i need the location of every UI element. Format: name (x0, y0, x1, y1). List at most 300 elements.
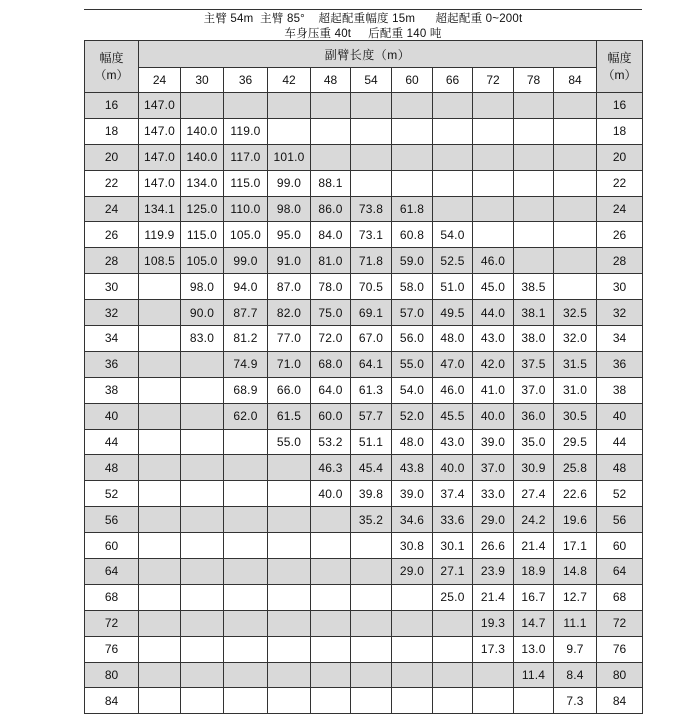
load-value-cell: 52.0 (392, 403, 433, 429)
table-row (85, 636, 643, 662)
load-value-cell: 78.0 (311, 274, 351, 300)
radius-cell-left: 16 (85, 93, 139, 119)
radius-header-right-line2: （m） (602, 67, 637, 82)
load-value-cell: 45.5 (433, 403, 473, 429)
radius-cell-right: 48 (597, 455, 643, 481)
load-value-cell (224, 688, 268, 714)
load-value-cell (268, 118, 311, 144)
radius-cell-left: 36 (85, 351, 139, 377)
load-value-cell: 125.0 (181, 196, 224, 222)
load-value-cell (181, 455, 224, 481)
radius-cell-right: 36 (597, 351, 643, 377)
radius-header-right (597, 41, 643, 93)
load-value-cell: 54.0 (392, 377, 433, 403)
radius-cell-right: 44 (597, 429, 643, 455)
load-value-cell (351, 662, 392, 688)
load-value-cell (139, 300, 181, 326)
table-row (85, 144, 643, 170)
load-value-cell (311, 610, 351, 636)
load-value-cell (224, 584, 268, 610)
load-value-cell: 68.0 (311, 351, 351, 377)
load-value-cell: 59.0 (392, 248, 433, 274)
radius-cell-right: 22 (597, 170, 643, 196)
load-value-cell (392, 118, 433, 144)
load-value-cell: 71.8 (351, 248, 392, 274)
load-value-cell: 11.1 (554, 610, 597, 636)
load-value-cell: 68.9 (224, 377, 268, 403)
load-value-cell: 40.0 (473, 403, 514, 429)
load-value-cell: 19.3 (473, 610, 514, 636)
load-value-cell: 98.0 (181, 274, 224, 300)
radius-cell-right: 76 (597, 636, 643, 662)
load-value-cell (554, 118, 597, 144)
load-value-cell: 101.0 (268, 144, 311, 170)
jib-length-cell: 72 (473, 68, 514, 93)
radius-cell-right: 34 (597, 326, 643, 352)
load-value-cell (139, 481, 181, 507)
load-value-cell: 51.1 (351, 429, 392, 455)
radius-cell-right: 16 (597, 93, 643, 119)
radius-cell-right: 68 (597, 584, 643, 610)
load-value-cell: 37.0 (473, 455, 514, 481)
load-value-cell (139, 455, 181, 481)
radius-cell-left: 22 (85, 170, 139, 196)
jib-length-cell: 48 (311, 68, 351, 93)
load-value-cell: 81.0 (311, 248, 351, 274)
load-value-cell (392, 662, 433, 688)
load-value-cell (181, 533, 224, 559)
load-value-cell (311, 144, 351, 170)
load-value-cell (224, 481, 268, 507)
radius-cell-left: 26 (85, 222, 139, 248)
load-value-cell (311, 688, 351, 714)
radius-cell-right: 32 (597, 300, 643, 326)
load-value-cell (224, 455, 268, 481)
load-value-cell: 134.0 (181, 170, 224, 196)
jib-length-cell: 60 (392, 68, 433, 93)
load-value-cell (224, 662, 268, 688)
load-value-cell: 19.6 (554, 507, 597, 533)
table-row (85, 351, 643, 377)
radius-cell-left: 20 (85, 144, 139, 170)
load-value-cell: 29.0 (473, 507, 514, 533)
jib-length-cell: 30 (181, 68, 224, 93)
load-value-cell: 61.8 (392, 196, 433, 222)
radius-cell-left: 44 (85, 429, 139, 455)
load-value-cell: 62.0 (224, 403, 268, 429)
jib-length-header: 副臂长度（m） (139, 41, 597, 68)
radius-cell-right: 72 (597, 610, 643, 636)
load-value-cell: 73.1 (351, 222, 392, 248)
load-value-cell (139, 351, 181, 377)
table-row (85, 248, 643, 274)
load-value-cell (433, 610, 473, 636)
load-value-cell: 32.5 (554, 300, 597, 326)
load-value-cell: 43.0 (433, 429, 473, 455)
load-value-cell: 57.7 (351, 403, 392, 429)
load-value-cell: 117.0 (224, 144, 268, 170)
load-value-cell: 99.0 (224, 248, 268, 274)
load-value-cell: 43.0 (473, 326, 514, 352)
radius-cell-left: 24 (85, 196, 139, 222)
load-value-cell (514, 118, 554, 144)
table-row (85, 377, 643, 403)
table-row (85, 118, 643, 144)
radius-cell-right: 30 (597, 274, 643, 300)
load-value-cell: 87.7 (224, 300, 268, 326)
load-value-cell: 98.0 (268, 196, 311, 222)
load-value-cell (181, 481, 224, 507)
load-value-cell (268, 481, 311, 507)
load-value-cell (311, 636, 351, 662)
load-value-cell (351, 636, 392, 662)
radius-header-left (85, 41, 139, 93)
load-value-cell: 72.0 (311, 326, 351, 352)
load-value-cell (433, 662, 473, 688)
table-row (85, 533, 643, 559)
load-value-cell (268, 688, 311, 714)
table-row (85, 455, 643, 481)
table-row (85, 170, 643, 196)
load-value-cell (268, 610, 311, 636)
load-value-cell (473, 662, 514, 688)
load-value-cell: 27.4 (514, 481, 554, 507)
load-value-cell: 58.0 (392, 274, 433, 300)
load-value-cell (473, 118, 514, 144)
load-value-cell: 31.5 (554, 351, 597, 377)
radius-cell-left: 68 (85, 584, 139, 610)
jib-length-row (85, 68, 643, 93)
load-value-cell (351, 144, 392, 170)
load-value-cell: 46.0 (433, 377, 473, 403)
jib-length-cell: 84 (554, 68, 597, 93)
radius-header-left-line2: （m） (94, 67, 129, 82)
load-value-cell: 119.0 (224, 118, 268, 144)
load-value-cell (311, 559, 351, 585)
radius-cell-right: 64 (597, 559, 643, 585)
load-value-cell (554, 196, 597, 222)
load-value-cell (473, 93, 514, 119)
load-value-cell (139, 377, 181, 403)
load-value-cell: 108.5 (139, 248, 181, 274)
load-value-cell (392, 584, 433, 610)
load-value-cell: 39.8 (351, 481, 392, 507)
load-value-cell: 18.9 (514, 559, 554, 585)
radius-cell-right: 52 (597, 481, 643, 507)
radius-cell-right: 38 (597, 377, 643, 403)
load-value-cell (139, 533, 181, 559)
load-value-cell (473, 688, 514, 714)
load-value-cell (514, 688, 554, 714)
load-value-cell: 42.0 (473, 351, 514, 377)
load-value-cell (311, 507, 351, 533)
load-value-cell (433, 688, 473, 714)
load-value-cell: 21.4 (473, 584, 514, 610)
load-value-cell: 90.0 (181, 300, 224, 326)
caption-line-2: 车身压重 40t 后配重 140 吨 (284, 28, 442, 40)
load-value-cell (514, 144, 554, 170)
load-value-cell: 37.0 (514, 377, 554, 403)
load-value-cell: 46.3 (311, 455, 351, 481)
load-value-cell (433, 93, 473, 119)
load-value-cell: 82.0 (268, 300, 311, 326)
load-value-cell: 147.0 (139, 118, 181, 144)
load-value-cell: 73.8 (351, 196, 392, 222)
load-value-cell: 91.0 (268, 248, 311, 274)
load-value-cell: 14.8 (554, 559, 597, 585)
caption-line-1: 主臂 54m 主臂 85° 超起配重幅度 15m 超起配重 0~200t (203, 13, 523, 25)
load-value-cell: 69.1 (351, 300, 392, 326)
load-value-cell (181, 636, 224, 662)
jib-length-cell: 24 (139, 68, 181, 93)
radius-cell-right: 28 (597, 248, 643, 274)
radius-cell-left: 64 (85, 559, 139, 585)
load-value-cell: 105.0 (224, 222, 268, 248)
table-row (85, 222, 643, 248)
load-value-cell: 84.0 (311, 222, 351, 248)
load-value-cell: 11.4 (514, 662, 554, 688)
load-value-cell: 81.2 (224, 326, 268, 352)
table-row (85, 507, 643, 533)
load-value-cell (351, 170, 392, 196)
load-value-cell (311, 662, 351, 688)
radius-cell-right: 26 (597, 222, 643, 248)
load-value-cell (268, 636, 311, 662)
load-value-cell: 34.6 (392, 507, 433, 533)
load-value-cell: 17.1 (554, 533, 597, 559)
load-value-cell: 24.2 (514, 507, 554, 533)
load-value-cell: 36.0 (514, 403, 554, 429)
load-value-cell (392, 144, 433, 170)
load-value-cell (139, 610, 181, 636)
load-value-cell (392, 93, 433, 119)
load-value-cell: 31.0 (554, 377, 597, 403)
load-value-cell (351, 118, 392, 144)
load-value-cell: 25.0 (433, 584, 473, 610)
load-value-cell: 48.0 (392, 429, 433, 455)
load-value-cell: 74.9 (224, 351, 268, 377)
load-value-cell (181, 403, 224, 429)
load-value-cell: 64.0 (311, 377, 351, 403)
load-value-cell: 77.0 (268, 326, 311, 352)
radius-cell-left: 40 (85, 403, 139, 429)
load-value-cell (224, 93, 268, 119)
load-value-cell: 22.6 (554, 481, 597, 507)
load-value-cell: 16.7 (514, 584, 554, 610)
load-value-cell: 51.0 (433, 274, 473, 300)
load-value-cell: 115.0 (224, 170, 268, 196)
table-row (85, 93, 643, 119)
load-value-cell: 35.2 (351, 507, 392, 533)
load-value-cell: 147.0 (139, 93, 181, 119)
caption-block (84, 9, 642, 40)
table-row (85, 326, 643, 352)
load-value-cell: 147.0 (139, 144, 181, 170)
load-value-cell: 38.5 (514, 274, 554, 300)
load-value-cell (433, 118, 473, 144)
load-value-cell: 88.1 (311, 170, 351, 196)
load-value-cell: 12.7 (554, 584, 597, 610)
load-value-cell (514, 93, 554, 119)
load-value-cell: 45.4 (351, 455, 392, 481)
load-value-cell (351, 93, 392, 119)
radius-header-left-line1: 幅度 (99, 50, 124, 65)
load-value-cell (139, 662, 181, 688)
radius-cell-right: 18 (597, 118, 643, 144)
load-value-cell (139, 559, 181, 585)
radius-cell-left: 76 (85, 636, 139, 662)
load-value-cell: 8.4 (554, 662, 597, 688)
load-value-cell: 119.9 (139, 222, 181, 248)
radius-cell-right: 56 (597, 507, 643, 533)
load-value-cell: 140.0 (181, 144, 224, 170)
load-value-cell: 29.5 (554, 429, 597, 455)
load-value-cell: 47.0 (433, 351, 473, 377)
load-value-cell (139, 429, 181, 455)
load-value-cell: 56.0 (392, 326, 433, 352)
table-row (85, 662, 643, 688)
load-value-cell (181, 610, 224, 636)
load-value-cell: 43.8 (392, 455, 433, 481)
load-value-cell: 140.0 (181, 118, 224, 144)
load-value-cell (554, 144, 597, 170)
load-value-cell (351, 688, 392, 714)
jib-length-cell: 78 (514, 68, 554, 93)
load-value-cell: 95.0 (268, 222, 311, 248)
load-value-cell (181, 93, 224, 119)
radius-cell-right: 40 (597, 403, 643, 429)
load-value-cell (181, 507, 224, 533)
load-value-cell (392, 170, 433, 196)
radius-cell-left: 60 (85, 533, 139, 559)
load-value-cell: 115.0 (181, 222, 224, 248)
radius-cell-right: 24 (597, 196, 643, 222)
radius-cell-right: 84 (597, 688, 643, 714)
load-value-cell (181, 662, 224, 688)
load-value-cell: 23.9 (473, 559, 514, 585)
radius-cell-left: 84 (85, 688, 139, 714)
load-value-cell: 147.0 (139, 170, 181, 196)
load-value-cell (433, 636, 473, 662)
load-value-cell (139, 688, 181, 714)
load-value-cell: 38.0 (514, 326, 554, 352)
load-value-cell (311, 93, 351, 119)
load-value-cell: 41.0 (473, 377, 514, 403)
load-value-cell (351, 584, 392, 610)
load-value-cell: 99.0 (268, 170, 311, 196)
load-table (84, 40, 643, 714)
load-value-cell (473, 196, 514, 222)
load-value-cell: 70.5 (351, 274, 392, 300)
load-value-cell: 49.5 (433, 300, 473, 326)
load-value-cell: 29.0 (392, 559, 433, 585)
load-value-cell (224, 507, 268, 533)
load-value-cell (224, 429, 268, 455)
load-value-cell (473, 222, 514, 248)
load-value-cell (181, 377, 224, 403)
load-value-cell: 105.0 (181, 248, 224, 274)
load-value-cell: 67.0 (351, 326, 392, 352)
load-value-cell: 45.0 (473, 274, 514, 300)
load-value-cell (433, 170, 473, 196)
load-value-cell (268, 455, 311, 481)
load-value-cell (181, 429, 224, 455)
load-value-cell: 60.0 (311, 403, 351, 429)
load-value-cell: 71.0 (268, 351, 311, 377)
load-value-cell (224, 533, 268, 559)
load-value-cell (554, 170, 597, 196)
radius-cell-right: 80 (597, 662, 643, 688)
load-value-cell: 60.8 (392, 222, 433, 248)
table-row (85, 559, 643, 585)
load-value-cell (268, 93, 311, 119)
load-value-cell: 75.0 (311, 300, 351, 326)
radius-cell-left: 72 (85, 610, 139, 636)
load-value-cell: 17.3 (473, 636, 514, 662)
load-value-cell: 14.7 (514, 610, 554, 636)
load-value-cell: 13.0 (514, 636, 554, 662)
load-value-cell (224, 559, 268, 585)
load-value-cell (514, 222, 554, 248)
load-value-cell: 83.0 (181, 326, 224, 352)
radius-cell-left: 38 (85, 377, 139, 403)
load-value-cell: 7.3 (554, 688, 597, 714)
load-value-cell (392, 688, 433, 714)
load-value-cell: 46.0 (473, 248, 514, 274)
radius-cell-left: 34 (85, 326, 139, 352)
load-value-cell (139, 636, 181, 662)
table-row (85, 481, 643, 507)
load-value-cell (514, 248, 554, 274)
load-value-cell: 39.0 (473, 429, 514, 455)
load-value-cell: 87.0 (268, 274, 311, 300)
load-value-cell: 9.7 (554, 636, 597, 662)
load-value-cell: 38.1 (514, 300, 554, 326)
radius-cell-left: 80 (85, 662, 139, 688)
load-value-cell (224, 636, 268, 662)
radius-cell-right: 20 (597, 144, 643, 170)
load-value-cell: 64.1 (351, 351, 392, 377)
radius-cell-left: 32 (85, 300, 139, 326)
load-value-cell: 61.3 (351, 377, 392, 403)
jib-length-cell: 36 (224, 68, 268, 93)
load-value-cell (268, 507, 311, 533)
load-value-cell: 25.8 (554, 455, 597, 481)
load-value-cell (514, 196, 554, 222)
load-value-cell: 40.0 (433, 455, 473, 481)
load-value-cell: 86.0 (311, 196, 351, 222)
load-value-cell: 54.0 (433, 222, 473, 248)
load-value-cell: 26.6 (473, 533, 514, 559)
load-value-cell: 48.0 (433, 326, 473, 352)
table-row (85, 196, 643, 222)
radius-cell-left: 28 (85, 248, 139, 274)
load-value-cell (139, 403, 181, 429)
load-value-cell (268, 559, 311, 585)
load-value-cell: 110.0 (224, 196, 268, 222)
load-value-cell: 35.0 (514, 429, 554, 455)
radius-cell-left: 56 (85, 507, 139, 533)
load-value-cell (392, 610, 433, 636)
load-value-cell (433, 144, 473, 170)
load-value-cell: 33.0 (473, 481, 514, 507)
load-value-cell: 66.0 (268, 377, 311, 403)
load-value-cell (181, 559, 224, 585)
load-value-cell: 53.2 (311, 429, 351, 455)
table-row (85, 300, 643, 326)
load-value-cell: 30.1 (433, 533, 473, 559)
load-value-cell (181, 584, 224, 610)
